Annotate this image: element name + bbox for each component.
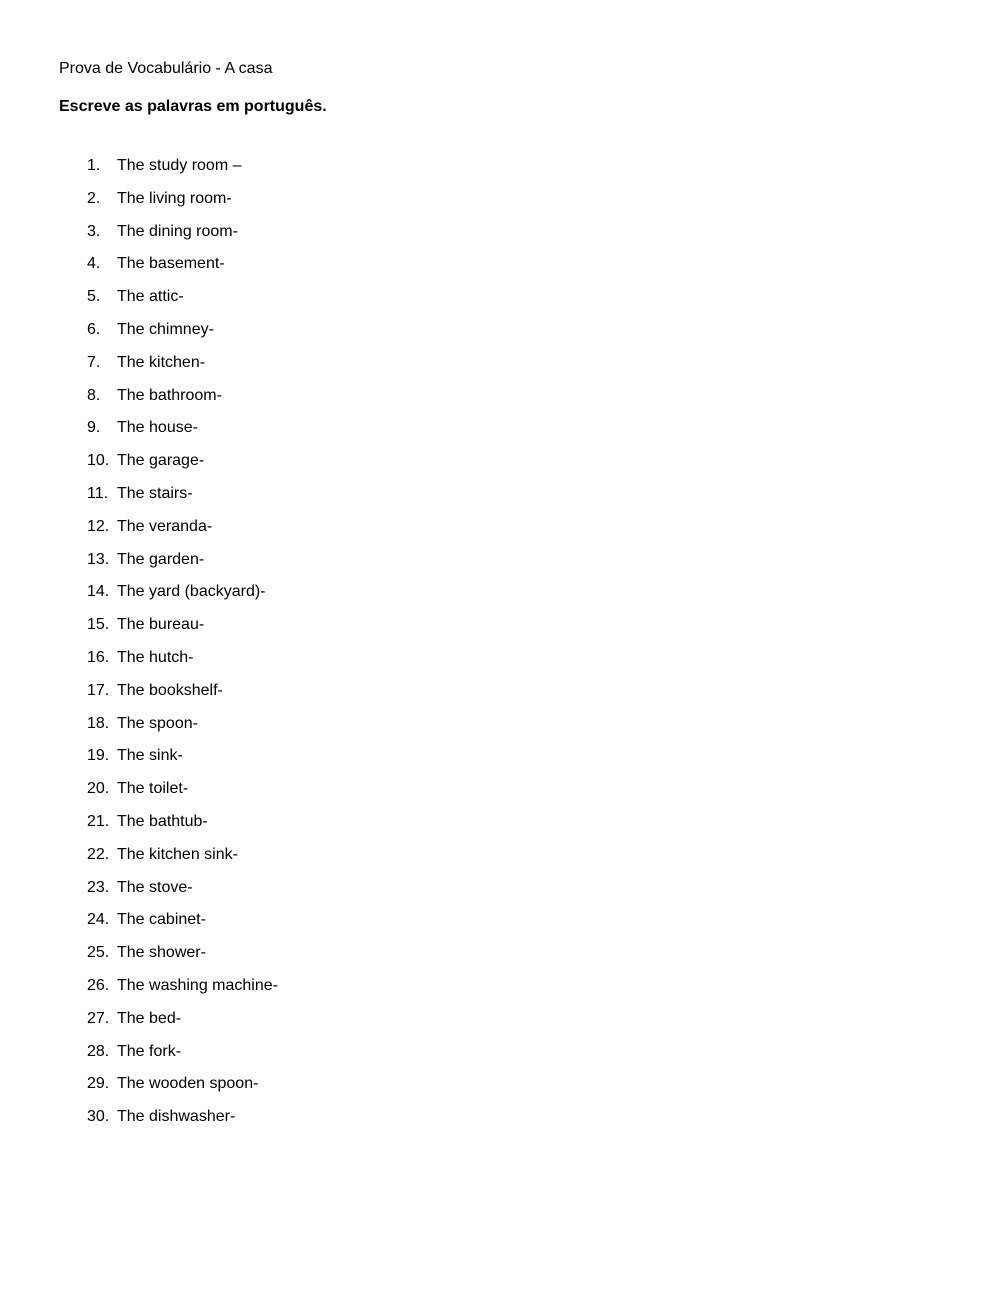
list-item-text: The kitchen- xyxy=(117,353,206,371)
list-item-text: The cabinet- xyxy=(117,911,206,929)
list-item-text: The veranda- xyxy=(117,517,213,535)
list-item-number: 10. xyxy=(87,452,110,470)
list-item-number: 8. xyxy=(87,386,101,404)
list-item-text: The living room- xyxy=(117,189,232,207)
list-item-number: 28. xyxy=(87,1042,110,1060)
list-item-text: The spoon- xyxy=(117,714,198,732)
list-item-number: 23. xyxy=(87,878,110,896)
list-item-number: 14. xyxy=(87,583,110,601)
list-item-number: 27. xyxy=(87,1009,110,1027)
list-item-text: The stove- xyxy=(117,878,193,896)
list-item-number: 19. xyxy=(87,747,110,765)
list-item-number: 29. xyxy=(87,1075,110,1093)
list-item-number: 21. xyxy=(87,812,110,830)
list-item-text: The study room – xyxy=(117,157,242,174)
list-item-text: The basement- xyxy=(117,255,225,273)
list-item-number: 16. xyxy=(87,648,110,666)
list-item-number: 1. xyxy=(87,157,101,174)
list-item-text: The sink- xyxy=(117,747,183,765)
list-item-text: The dishwasher- xyxy=(117,1108,236,1126)
list-item-number: 6. xyxy=(87,320,101,338)
list-item-text: The toilet- xyxy=(117,780,189,798)
list-item-number: 2. xyxy=(87,189,101,207)
list-item-number: 5. xyxy=(87,288,101,306)
list-item-number: 13. xyxy=(87,550,110,568)
list-item-text: The bureau- xyxy=(117,616,205,634)
list-item-number: 26. xyxy=(87,976,110,994)
list-item-number: 20. xyxy=(87,780,110,798)
list-item-number: 11. xyxy=(87,484,109,502)
list-item-number: 4. xyxy=(87,255,101,273)
list-item-text: The bathroom- xyxy=(117,386,222,404)
document-instruction: Escreve as palavras em português. xyxy=(59,98,327,115)
list-item-number: 15. xyxy=(87,616,110,634)
list-item-text: The garage- xyxy=(117,452,205,470)
list-item-text: The hutch- xyxy=(117,648,194,666)
list-item-text: The fork- xyxy=(117,1042,182,1060)
list-item-number: 22. xyxy=(87,845,110,863)
list-item-number: 30. xyxy=(87,1108,110,1126)
list-item-number: 17. xyxy=(87,681,110,699)
list-item-text: The stairs- xyxy=(117,484,193,502)
document-title: Prova de Vocabulário - A casa xyxy=(59,60,273,77)
list-item-text: The chimney- xyxy=(117,320,214,338)
list-item-number: 9. xyxy=(87,419,101,437)
list-item-number: 18. xyxy=(87,714,110,732)
list-item-text: The bathtub- xyxy=(117,812,208,830)
list-item-text: The dining room- xyxy=(117,222,238,240)
list-item-number: 25. xyxy=(87,944,110,962)
list-item-text: The wooden spoon- xyxy=(117,1075,259,1093)
list-item-text: The washing machine- xyxy=(117,976,278,994)
list-item-number: 3. xyxy=(87,222,101,240)
list-item-text: The house- xyxy=(117,419,198,437)
list-item-text: The bed- xyxy=(117,1009,182,1027)
list-item-text: The bookshelf- xyxy=(117,681,223,699)
list-item-text: The garden- xyxy=(117,550,205,568)
list-item-text: The shower- xyxy=(117,944,206,962)
list-item-number: 12. xyxy=(87,517,110,535)
list-item-text: The attic- xyxy=(117,288,184,306)
list-item-text: The kitchen sink- xyxy=(117,845,238,863)
list-item-text: The yard (backyard)- xyxy=(117,583,266,601)
list-item-number: 7. xyxy=(87,353,101,371)
list-item-number: 24. xyxy=(87,911,110,929)
